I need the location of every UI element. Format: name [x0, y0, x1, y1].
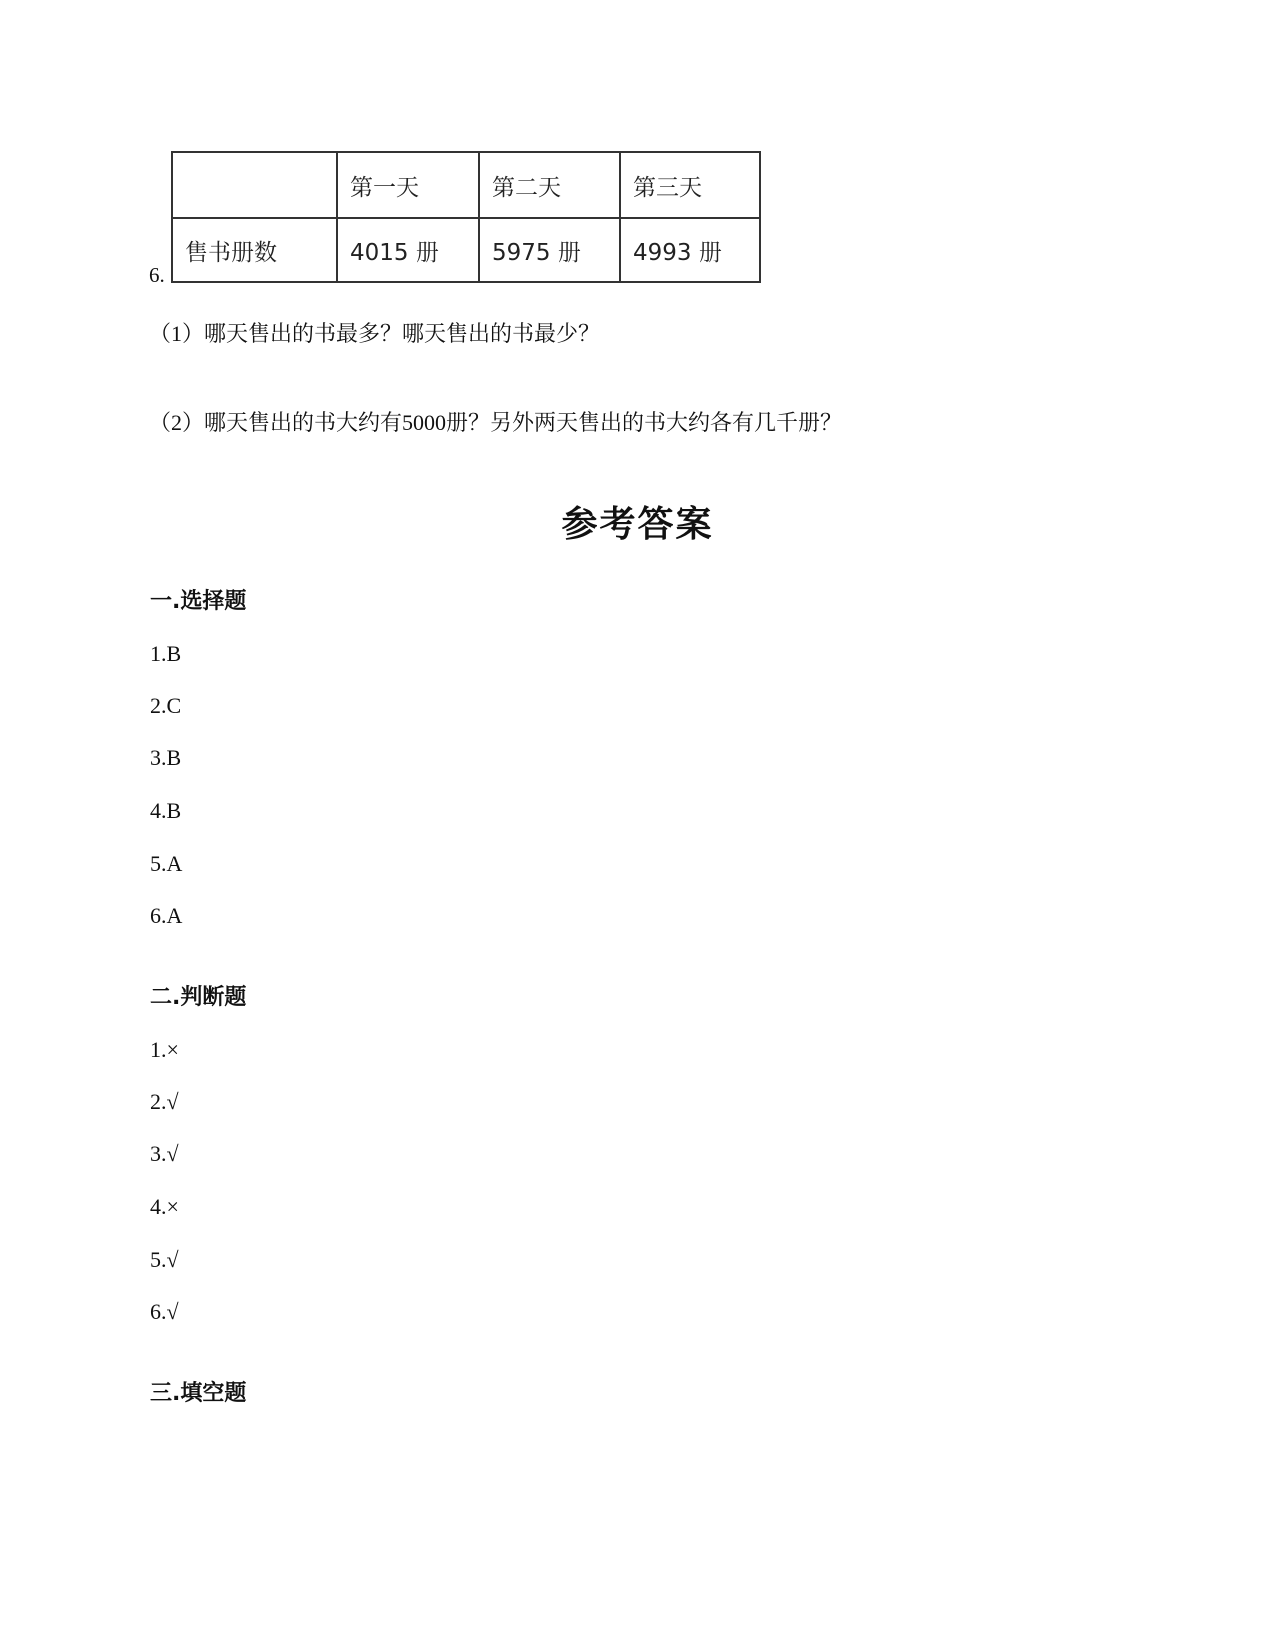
answer-item: 2.√	[150, 1089, 179, 1114]
table-cell: 5975 册	[479, 218, 620, 282]
table-header-row	[172, 152, 760, 218]
table-header-cell	[172, 152, 337, 218]
answer-item: 4.B	[150, 798, 182, 823]
section-heading-judgement: 二.判断题	[150, 985, 247, 1010]
answer-item: 6.√	[150, 1299, 179, 1324]
answer-item: 1.×	[150, 1037, 179, 1062]
sub-question-1: （1）哪天售出的书最多？哪天售出的书最少？	[149, 321, 601, 346]
table-cell: 4015 册	[337, 218, 479, 282]
table-header-cell: 第三天	[620, 152, 760, 218]
table-row	[172, 218, 760, 282]
answer-key-title: 参考答案	[561, 504, 714, 545]
table-cell: 4993 册	[620, 218, 760, 282]
answer-item: 4.×	[150, 1194, 179, 1219]
answer-item: 5.√	[150, 1247, 179, 1272]
answer-item: 3.B	[150, 745, 182, 770]
question-number: 6.	[149, 263, 165, 287]
section-heading-choice: 一.选择题	[150, 589, 247, 614]
answer-item: 6.A	[150, 903, 183, 928]
sub-question-2: （2）哪天售出的书大约有5000册？另外两天售出的书大约各有几千册？	[149, 410, 843, 435]
answer-item: 3.√	[150, 1141, 179, 1166]
table-header-cell: 第二天	[479, 152, 620, 218]
answer-item: 5.A	[150, 851, 183, 876]
answer-item: 2.C	[150, 693, 182, 718]
book-sales-table	[171, 151, 761, 283]
section-heading-fill-in: 三.填空题	[150, 1381, 247, 1406]
answer-item: 1.B	[150, 641, 182, 666]
table-cell: 售书册数	[172, 218, 337, 282]
table-header-cell: 第一天	[337, 152, 479, 218]
